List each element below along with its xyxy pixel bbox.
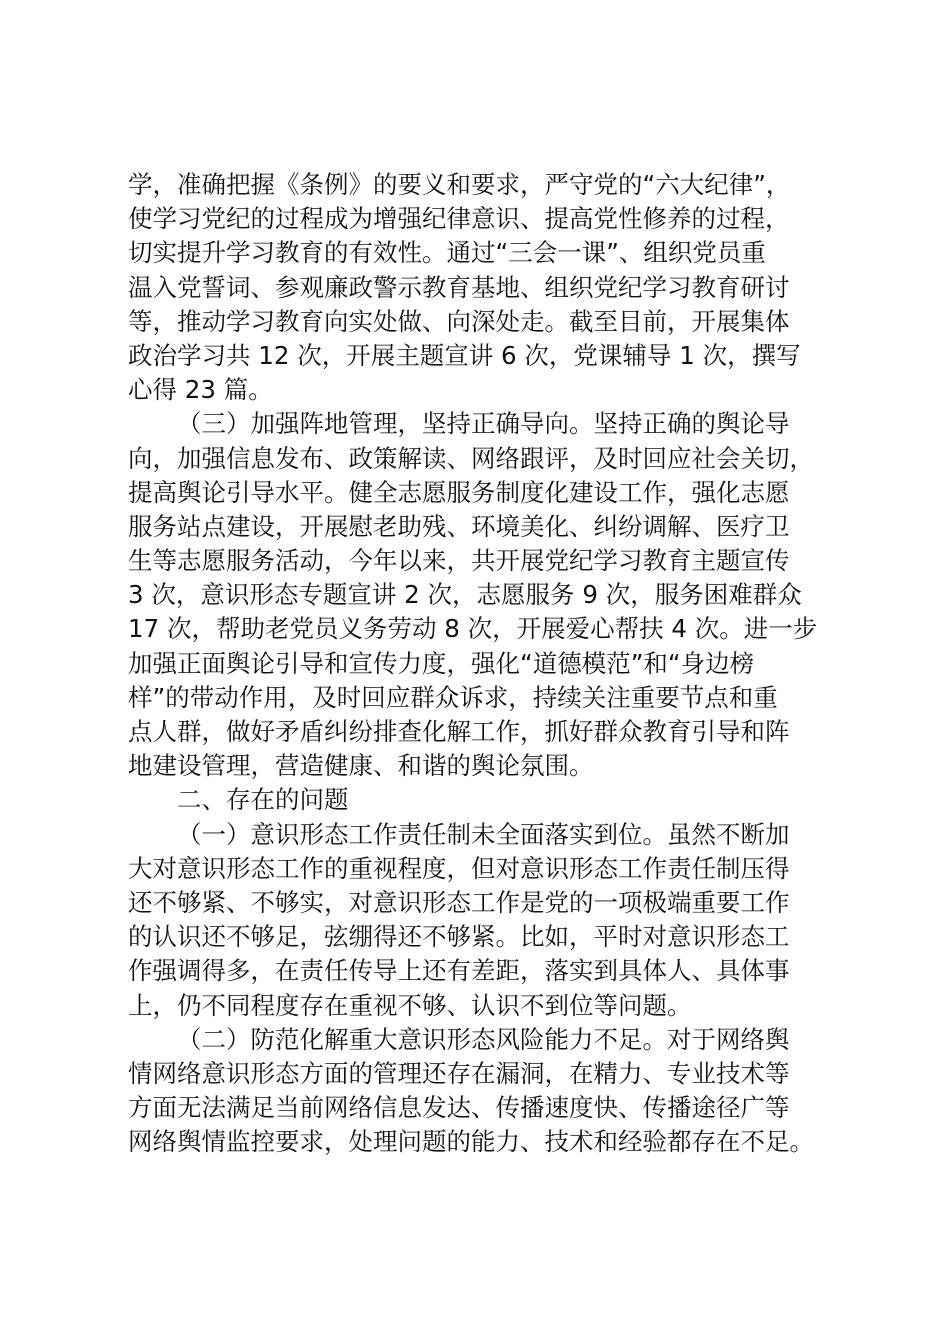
text-line: 政治学习共 12 次，开展主题宣讲 6 次，党课辅导 1 次，撰写: [128, 340, 801, 370]
text-line: 心得 23 篇。: [128, 375, 273, 405]
text-line: 大对意识形态工作的重视程度，但对意识形态工作责任制压得: [128, 853, 790, 883]
text-line: 3 次，意识形态专题宣讲 2 次，志愿服务 9 次，服务困难群众: [128, 580, 802, 610]
text-line: 上，仍不同程度存在重视不够、认识不到位等问题。: [128, 990, 692, 1020]
text-line: 提高舆论引导水平。健全志愿服务制度化建设工作，强化志愿: [128, 477, 790, 507]
text-line: 作强调得多，在责任传导上还有差距，落实到具体人、具体事: [128, 956, 790, 986]
text-line: 样”的带动作用，及时回应群众诉求，持续关注重要节点和重: [128, 682, 778, 712]
text-line: 温入党誓词、参观廉政警示教育基地、组织党纪学习教育研讨: [128, 272, 790, 302]
text-line: 点人群，做好矛盾纠纷排查化解工作，抓好群众教育引导和阵: [128, 717, 790, 746]
text-line: 的认识还不够足，弦绷得还不够紧。比如，平时对意识形态工: [128, 922, 790, 952]
section-heading-problems: 二、存在的问题: [177, 785, 349, 815]
subsection-heading-1: （一）意识形态工作责任制未全面落实到位。虽然不断加: [177, 819, 790, 849]
section-heading-3: （三）加强阵地管理，坚持正确导向。坚持正确的舆论导: [177, 409, 790, 439]
document-body: [128, 168, 848, 1159]
text-line: 等，推动学习教育向实处做、向深处走。截至目前，开展集体: [128, 306, 790, 336]
subsection-heading-2: （二）防范化解重大意识形态风险能力不足。对于网络舆: [177, 1024, 790, 1054]
text-line: 方面无法满足当前网络信息发达、传播速度快、传播途径广等: [128, 1093, 790, 1123]
text-line: 情网络意识形态方面的管理还存在漏洞，在精力、专业技术等: [128, 1058, 790, 1088]
text-line: 学，准确把握《条例》的要义和要求，严守党的“六大纪律”，: [128, 170, 791, 199]
text-line: 服务站点建设，开展慰老助残、环境美化、纠纷调解、医疗卫: [128, 511, 790, 541]
text-line: 向，加强信息发布、政策解读、网络跟评，及时回应社会关切，: [128, 443, 814, 473]
text-line: 地建设管理，营造健康、和谐的舆论氛围。: [128, 751, 594, 781]
text-line: 网络舆情监控要求，处理问题的能力、技术和经验都存在不足。: [128, 1127, 814, 1157]
text-line: 切实提升学习教育的有效性。通过“三会一课”、组织党员重: [128, 238, 766, 268]
text-line: 使学习党纪的过程成为增强纪律意识、提高党性修养的过程，: [128, 204, 790, 234]
text-line: 还不够紧、不够实，对意识形态工作是党的一项极端重要工作: [128, 887, 790, 917]
text-line: 加强正面舆论引导和宣传力度，强化“道德模范”和“身边榜: [128, 648, 755, 678]
text-line: 17 次，帮助老党员义务劳动 8 次，开展爱心帮扶 4 次。进一步: [128, 614, 818, 644]
text-line: 生等志愿服务活动，今年以来，共开展党纪学习教育主题宣传: [128, 546, 790, 576]
